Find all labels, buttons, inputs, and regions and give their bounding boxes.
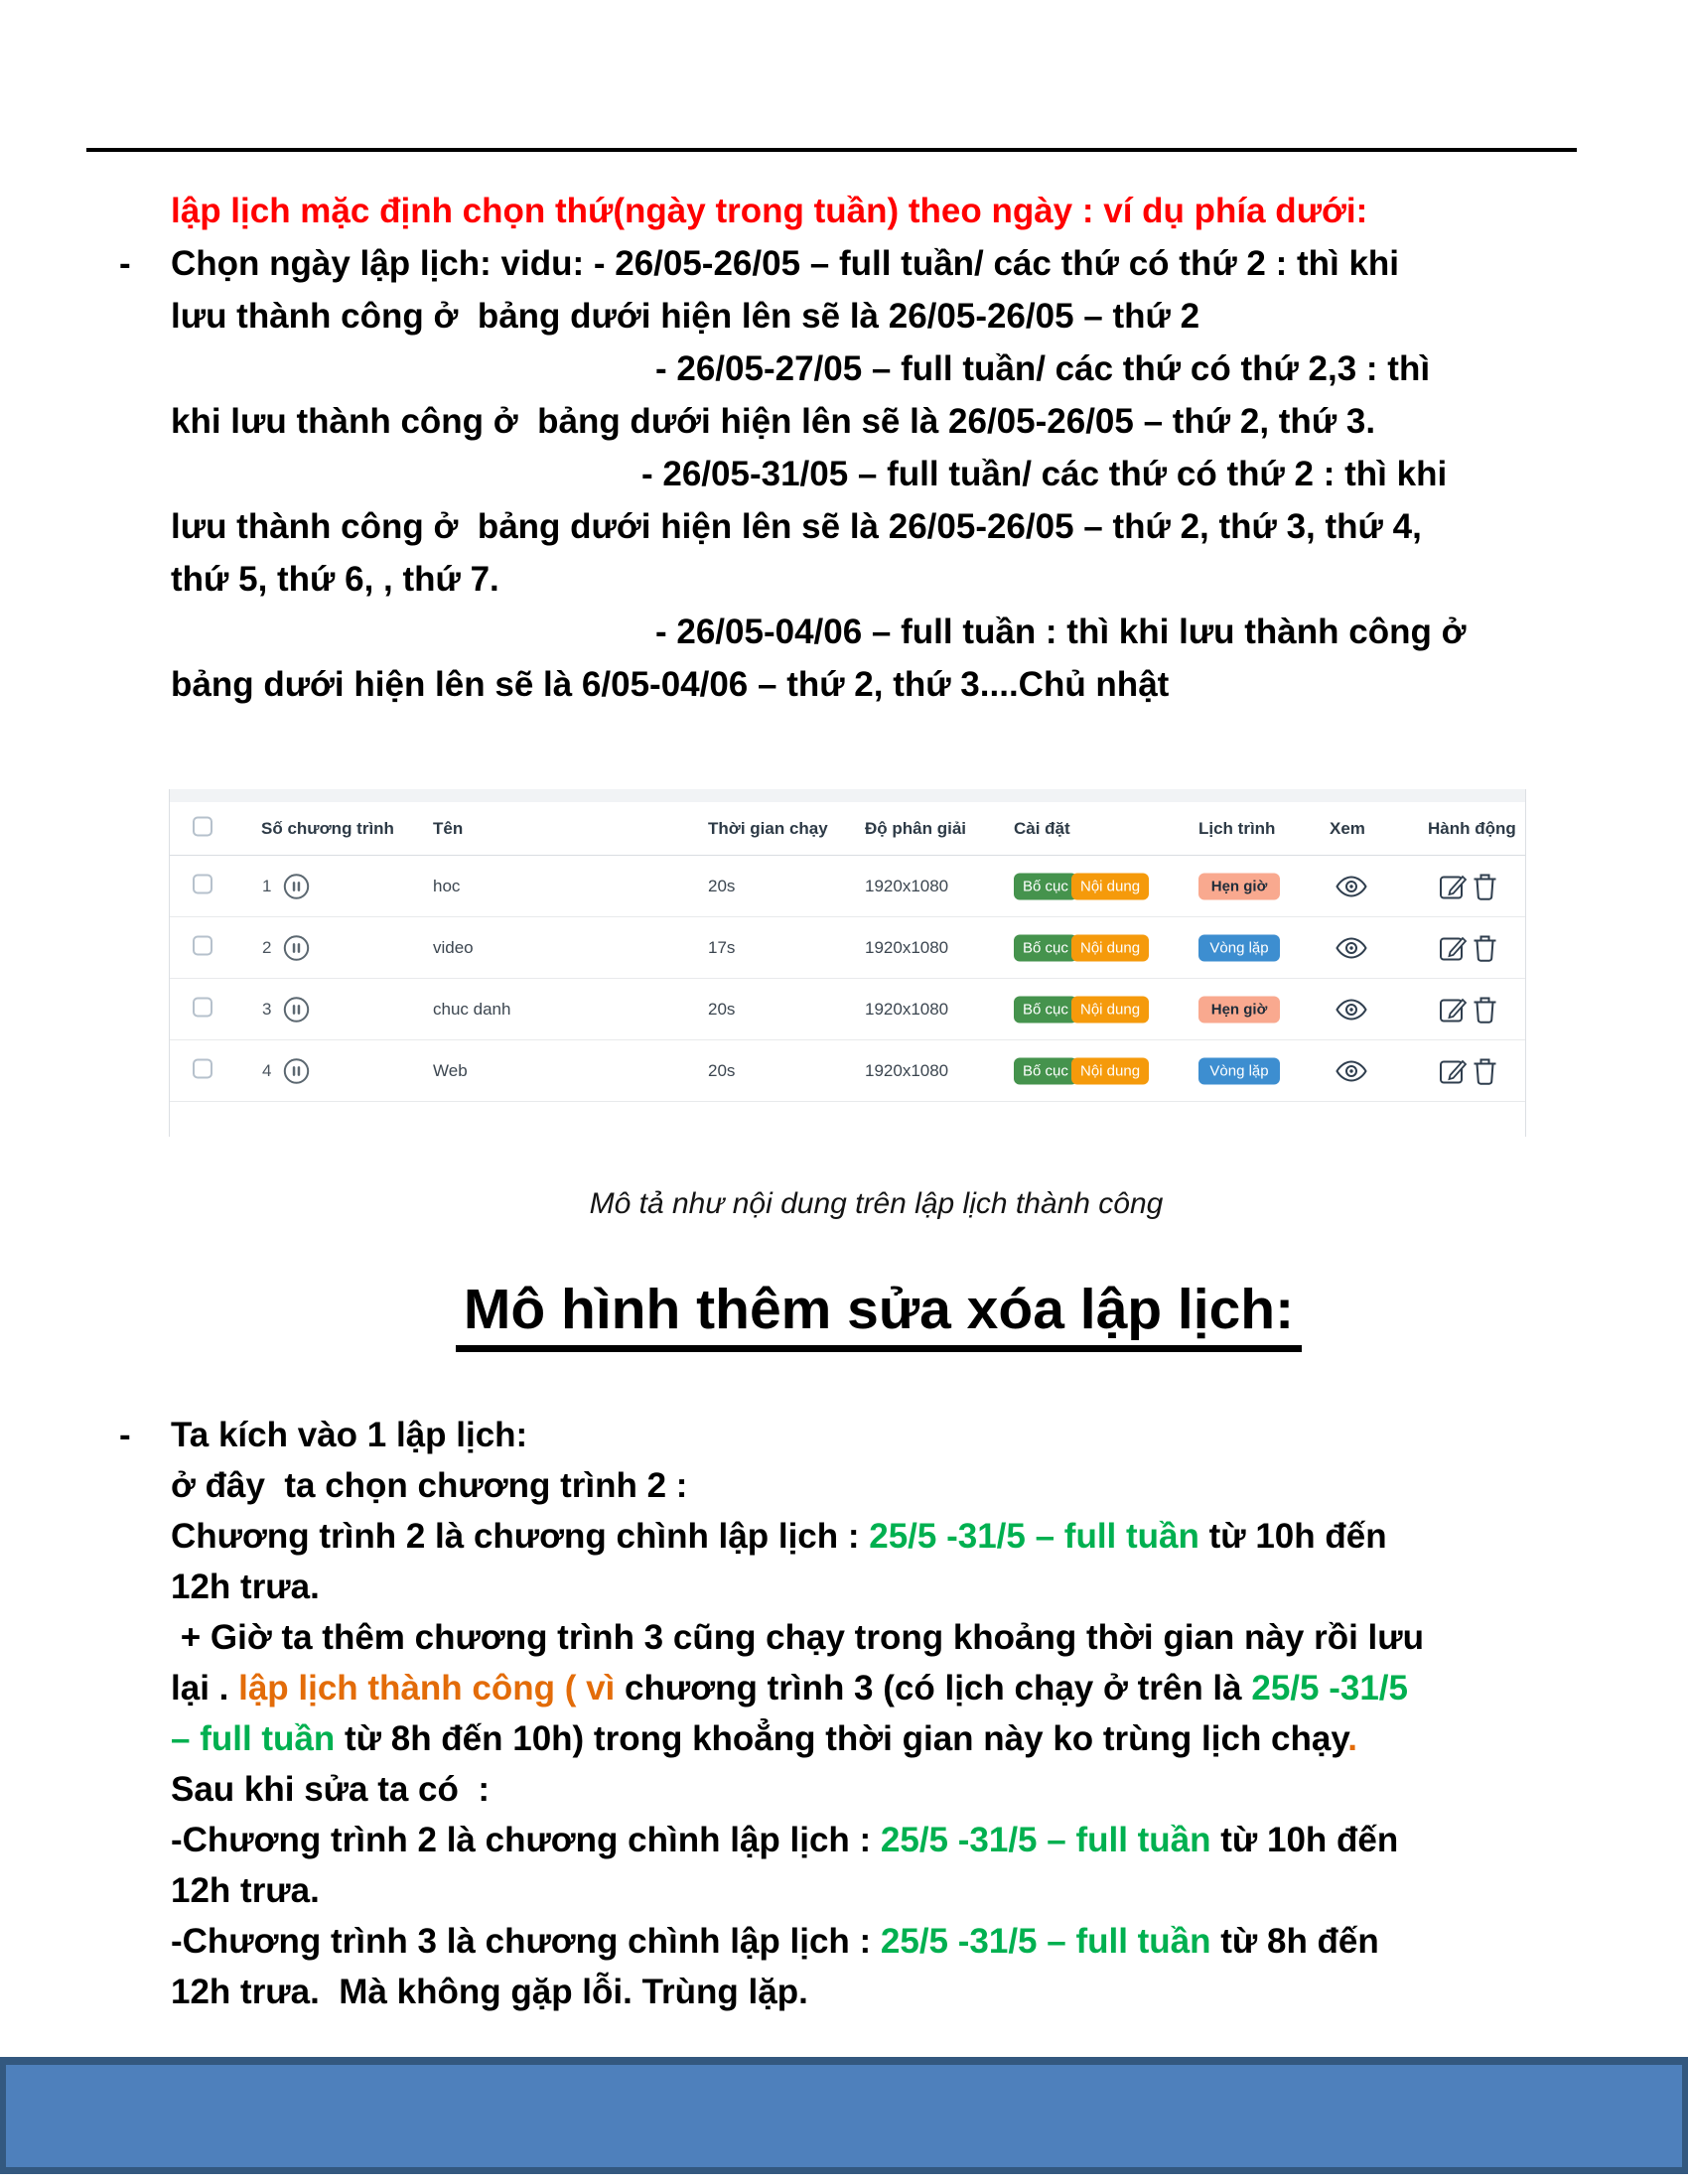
pause-circle-icon[interactable] xyxy=(283,996,310,1023)
schedule-badge-timer[interactable]: Hẹn giờ xyxy=(1198,996,1280,1023)
content-button[interactable]: Nội dung xyxy=(1071,1057,1149,1084)
intro-heading: lập lịch mặc định chọn thứ(ngày trong tuần) theo ngày : ví dụ phía dưới: xyxy=(171,192,1368,230)
layout-button[interactable]: Bố cục xyxy=(1014,934,1077,961)
steps-line: -Chương trình 2 là chương chình lập lịch : 25/5 -31/5 – full tuần từ 10h đến xyxy=(171,1821,1399,1859)
program-name: video xyxy=(433,937,474,957)
intro-line: khi lưu thành công ở bảng dưới hiện lên sẽ là 26/05-26/05 – thứ 2, thứ 3. xyxy=(171,402,1376,441)
program-duration: 20s xyxy=(708,1060,736,1080)
program-resolution: 1920x1080 xyxy=(865,1060,949,1080)
intro-line: - 26/05-04/06 – full tuần : thì khi lưu thành công ở xyxy=(655,613,1467,651)
table-top-strip xyxy=(170,789,1525,802)
steps-line: + Giờ ta thêm chương trình 3 cũng chạy trong khoảng thời gian này rồi lưu xyxy=(171,1618,1424,1657)
eye-icon[interactable] xyxy=(1336,1060,1367,1082)
trash-icon[interactable] xyxy=(1473,872,1497,900)
steps-line: 12h trưa. xyxy=(171,1568,320,1606)
program-name: Web xyxy=(433,1060,468,1080)
program-number: 4 xyxy=(262,1060,272,1080)
steps-line: - Ta kích vào 1 lập lịch: xyxy=(171,1410,1601,1460)
steps-line: – full tuần từ 8h đến 10h) trong khoẳng thời gian này ko trùng lịch chạy. xyxy=(171,1719,1357,1758)
intro-paragraph xyxy=(119,185,1591,711)
edit-icon[interactable] xyxy=(1439,872,1468,900)
edit-icon[interactable] xyxy=(1439,933,1468,962)
col-header-duration: Thời gian chạy xyxy=(708,818,828,838)
program-name: hoc xyxy=(433,876,461,895)
program-duration: 20s xyxy=(708,999,736,1019)
program-name: chuc danh xyxy=(433,999,511,1019)
program-table xyxy=(169,789,1526,1137)
col-header-settings: Cài đặt xyxy=(1014,818,1070,838)
eye-icon[interactable] xyxy=(1336,999,1367,1021)
content-button[interactable]: Nội dung xyxy=(1071,873,1149,899)
content-button[interactable]: Nội dung xyxy=(1071,934,1149,961)
pause-circle-icon[interactable] xyxy=(283,1057,310,1084)
table-caption: Mô tả như nội dung trên lập lịch thành công xyxy=(589,1187,1164,1220)
pause-circle-icon[interactable] xyxy=(283,873,310,899)
intro-line: thứ 5, thứ 6, , thứ 7. xyxy=(171,560,499,599)
col-header-schedule: Lịch trình xyxy=(1198,818,1276,838)
intro-line: lưu thành công ở bảng dưới hiện lên sẽ là 26/05-26/05 – thứ 2, thứ 3, thứ 4, xyxy=(171,507,1422,546)
bullet-dash: - xyxy=(119,244,131,283)
program-resolution: 1920x1080 xyxy=(865,937,949,957)
row-checkbox[interactable] xyxy=(193,935,212,955)
program-resolution: 1920x1080 xyxy=(865,999,949,1019)
col-header-name: Tên xyxy=(433,818,464,838)
layout-button[interactable]: Bố cục xyxy=(1014,1057,1077,1084)
intro-line: bảng dưới hiện lên sẽ là 6/05-04/06 – thứ 2, thứ 3....Chủ nhật xyxy=(171,665,1170,704)
table-row xyxy=(170,917,1525,979)
table-row xyxy=(170,979,1525,1040)
intro-line: - Chọn ngày lập lịch: vidu: - 26/05-26/05 – full tuần/ các thứ có thứ 2 : thì khi xyxy=(171,237,1591,290)
intro-line: lưu thành công ở bảng dưới hiện lên sẽ là 26/05-26/05 – thứ 2 xyxy=(171,297,1200,336)
footer-banner-inner xyxy=(6,2065,1682,2167)
schedule-badge-timer[interactable]: Hẹn giờ xyxy=(1198,873,1280,899)
trash-icon[interactable] xyxy=(1473,933,1497,962)
select-all-checkbox[interactable] xyxy=(193,816,212,836)
program-number: 2 xyxy=(262,937,272,957)
row-checkbox[interactable] xyxy=(193,874,212,893)
edit-icon[interactable] xyxy=(1439,995,1468,1024)
section-heading: Mô hình thêm sửa xóa lập lịch: xyxy=(169,1277,1589,1342)
intro-line: - 26/05-31/05 – full tuần/ các thứ có thứ 2 : thì khi xyxy=(641,455,1448,493)
steps-line: Chương trình 2 là chương chình lập lịch : 25/5 -31/5 – full tuần từ 10h đến xyxy=(171,1517,1387,1556)
row-checkbox[interactable] xyxy=(193,997,212,1017)
layout-button[interactable]: Bố cục xyxy=(1014,996,1077,1023)
col-header-program-number: Số chương trình xyxy=(261,818,394,838)
table-header-row xyxy=(170,802,1525,856)
header-rule xyxy=(86,148,1577,152)
steps-line: -Chương trình 3 là chương chình lập lịch : 25/5 -31/5 – full tuần từ 8h đến xyxy=(171,1922,1379,1961)
eye-icon[interactable] xyxy=(1336,876,1367,897)
col-header-resolution: Độ phân giải xyxy=(865,818,966,838)
schedule-badge-loop[interactable]: Vòng lặp xyxy=(1198,1057,1280,1084)
footer-banner xyxy=(0,2057,1688,2174)
steps-paragraph xyxy=(119,1410,1601,2017)
program-number: 1 xyxy=(262,876,272,895)
program-duration: 17s xyxy=(708,937,736,957)
steps-line: 12h trưa. xyxy=(171,1871,320,1910)
pause-circle-icon[interactable] xyxy=(283,934,310,961)
steps-line: Sau khi sửa ta có : xyxy=(171,1770,490,1809)
eye-icon[interactable] xyxy=(1336,937,1367,959)
table-row xyxy=(170,1040,1525,1102)
program-number: 3 xyxy=(262,999,272,1019)
steps-line: ở đây ta chọn chương trình 2 : xyxy=(171,1466,688,1505)
program-resolution: 1920x1080 xyxy=(865,876,949,895)
bullet-dash: - xyxy=(119,1416,131,1454)
content-button[interactable]: Nội dung xyxy=(1071,996,1149,1023)
col-header-view: Xem xyxy=(1330,818,1365,838)
intro-line: - 26/05-27/05 – full tuần/ các thứ có thứ 2,3 : thì xyxy=(655,349,1431,388)
table-row xyxy=(170,856,1525,917)
col-header-actions: Hành động xyxy=(1428,818,1516,838)
edit-icon[interactable] xyxy=(1439,1056,1468,1085)
steps-line: 12h trưa. Mà không gặp lỗi. Trùng lặp. xyxy=(171,1973,808,2011)
row-checkbox[interactable] xyxy=(193,1058,212,1078)
schedule-badge-loop[interactable]: Vòng lặp xyxy=(1198,934,1280,961)
steps-line: lại . lập lịch thành công ( vì chương trình 3 (có lịch chạy ở trên là 25/5 -31/5 xyxy=(171,1669,1408,1707)
trash-icon[interactable] xyxy=(1473,1056,1497,1085)
layout-button[interactable]: Bố cục xyxy=(1014,873,1077,899)
trash-icon[interactable] xyxy=(1473,995,1497,1024)
program-duration: 20s xyxy=(708,876,736,895)
